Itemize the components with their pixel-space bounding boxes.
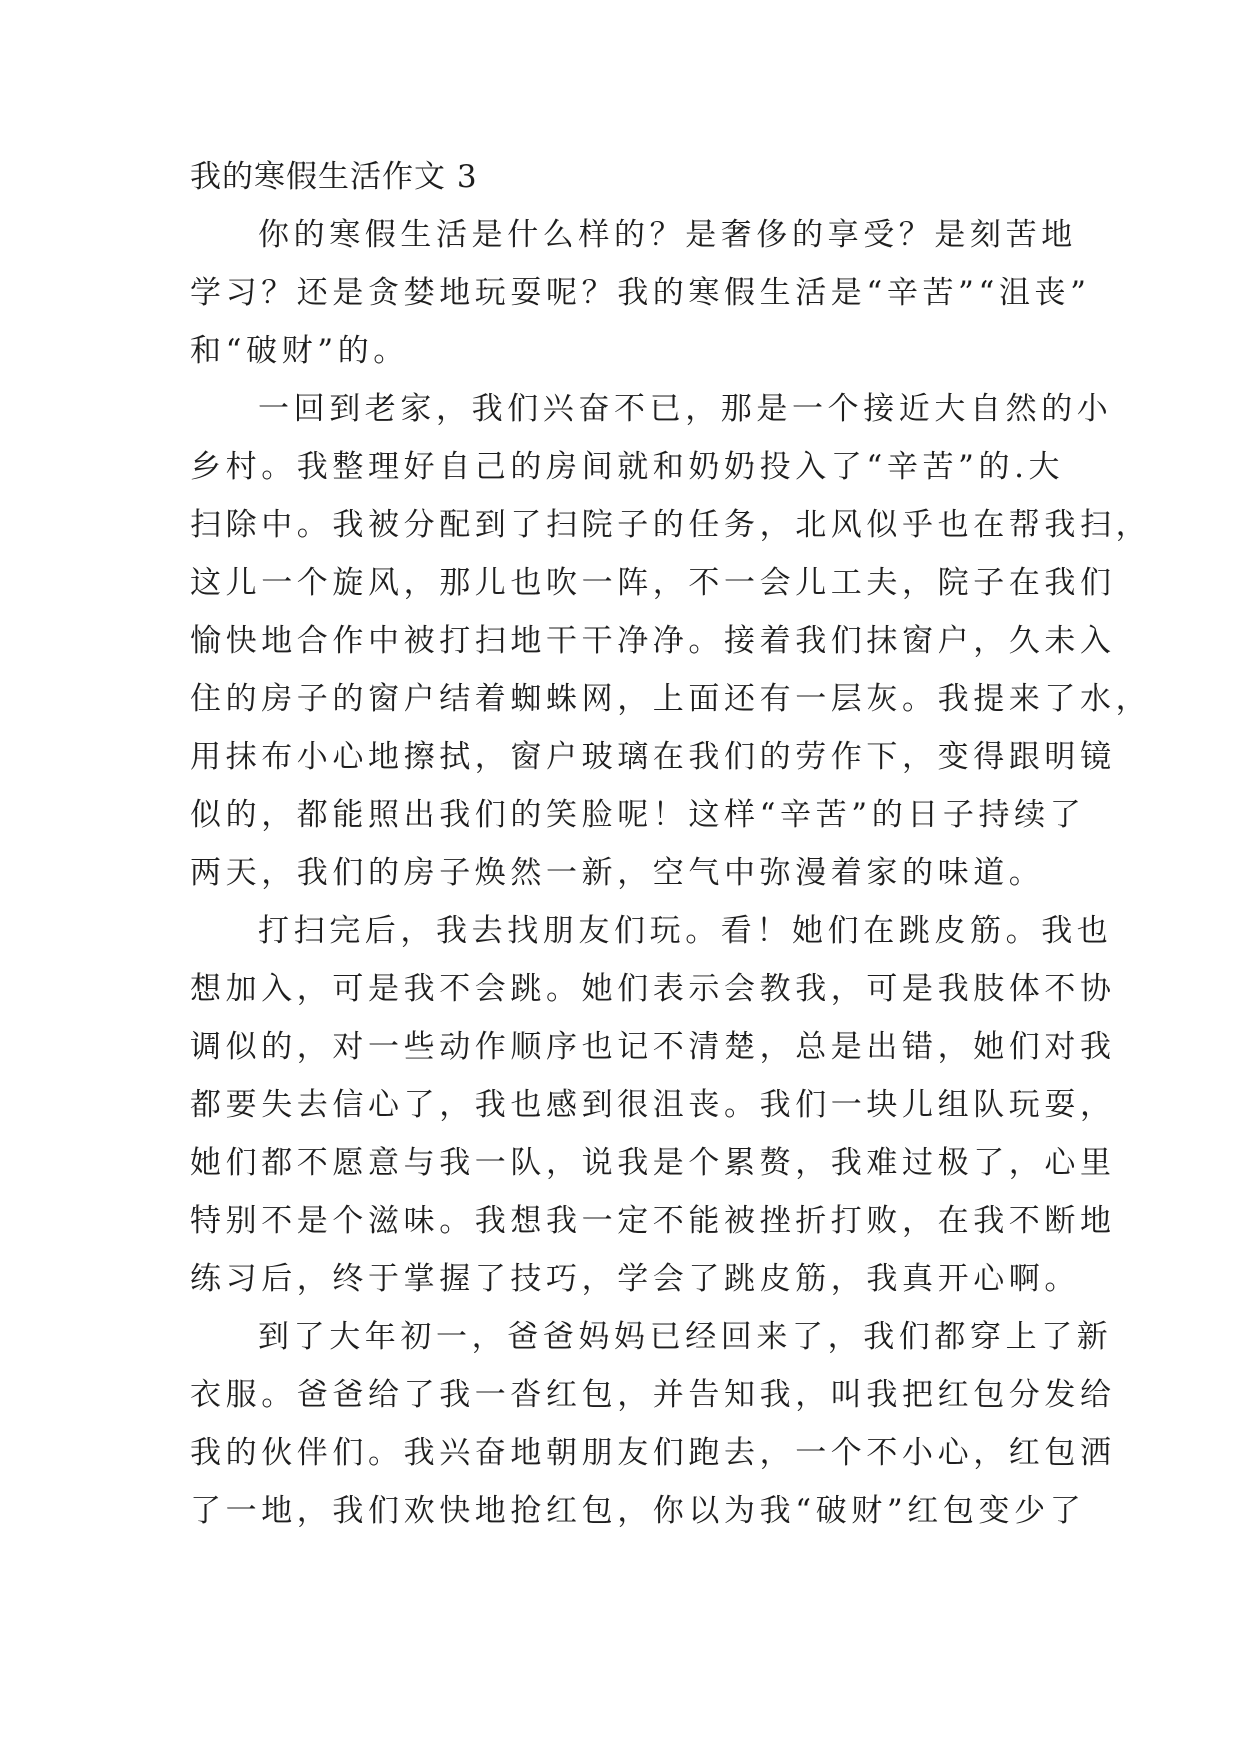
- paragraph-line: 衣服。爸爸给了我一沓红包，并告知我，叫我把红包分发给: [190, 1377, 1116, 1413]
- paragraph-line: 都要失去信心了，我也感到很沮丧。我们一块儿组队玩耍，: [190, 1087, 1116, 1123]
- paragraph-line: 她们都不愿意与我一队，说我是个累赘，我难过极了，心里: [190, 1145, 1116, 1181]
- paragraph-line: 特别不是个滋味。我想我一定不能被挫折打败，在我不断地: [190, 1203, 1116, 1239]
- paragraph-line: 想加入，可是我不会跳。她们表示会教我，可是我肢体不协: [190, 971, 1116, 1007]
- paragraph-line: 用抹布小心地擦拭，窗户玻璃在我们的劳作下，变得跟明镜: [190, 739, 1116, 775]
- paragraph-line: 了一地，我们欢快地抢红包，你以为我“破财”红包变少了: [190, 1493, 1086, 1529]
- paragraph-line: 我的伙伴们。我兴奋地朝朋友们跑去，一个不小心，红包洒: [190, 1435, 1116, 1471]
- paragraph-line: 你的寒假生活是什么样的？是奢侈的享受？是刻苦地: [258, 217, 1077, 253]
- paragraph-line: 和“破财”的。: [190, 333, 409, 369]
- paragraph-line: 练习后，终于掌握了技巧，学会了跳皮筋，我真开心啊。: [190, 1261, 1080, 1297]
- paragraph-line: 似的，都能照出我们的笑脸呢！这样“辛苦”的日子持续了: [190, 797, 1086, 833]
- document-title: 我的寒假生活作文 3: [190, 159, 478, 195]
- paragraph-line: 乡村。我整理好自己的房间就和奶奶投入了“辛苦”的.大: [190, 449, 1065, 485]
- paragraph-line: 住的房子的窗户结着蜘蛛网，上面还有一层灰。我提来了水，: [190, 681, 1152, 717]
- paragraph-line: 这儿一个旋风，那儿也吹一阵，不一会儿工夫，院子在我们: [190, 565, 1116, 601]
- paragraph-line: 学习？还是贪婪地玩耍呢？我的寒假生活是“辛苦”“沮丧”: [190, 275, 1091, 311]
- paragraph-line: 一回到老家，我们兴奋不已，那是一个接近大自然的小: [258, 391, 1113, 427]
- paragraph-line: 两天，我们的房子焕然一新，空气中弥漫着家的味道。: [190, 855, 1045, 891]
- paragraph-line: 调似的，对一些动作顺序也记不清楚，总是出错，她们对我: [190, 1029, 1116, 1065]
- paragraph-line: 愉快地合作中被打扫地干干净净。接着我们抹窗户，久未入: [190, 623, 1116, 659]
- paragraph-line: 扫除中。我被分配到了扫院子的任务，北风似乎也在帮我扫，: [190, 507, 1152, 543]
- paragraph-line: 到了大年初一，爸爸妈妈已经回来了，我们都穿上了新: [258, 1319, 1113, 1355]
- paragraph-line: 打扫完后，我去找朋友们玩。看！她们在跳皮筋。我也: [258, 913, 1113, 949]
